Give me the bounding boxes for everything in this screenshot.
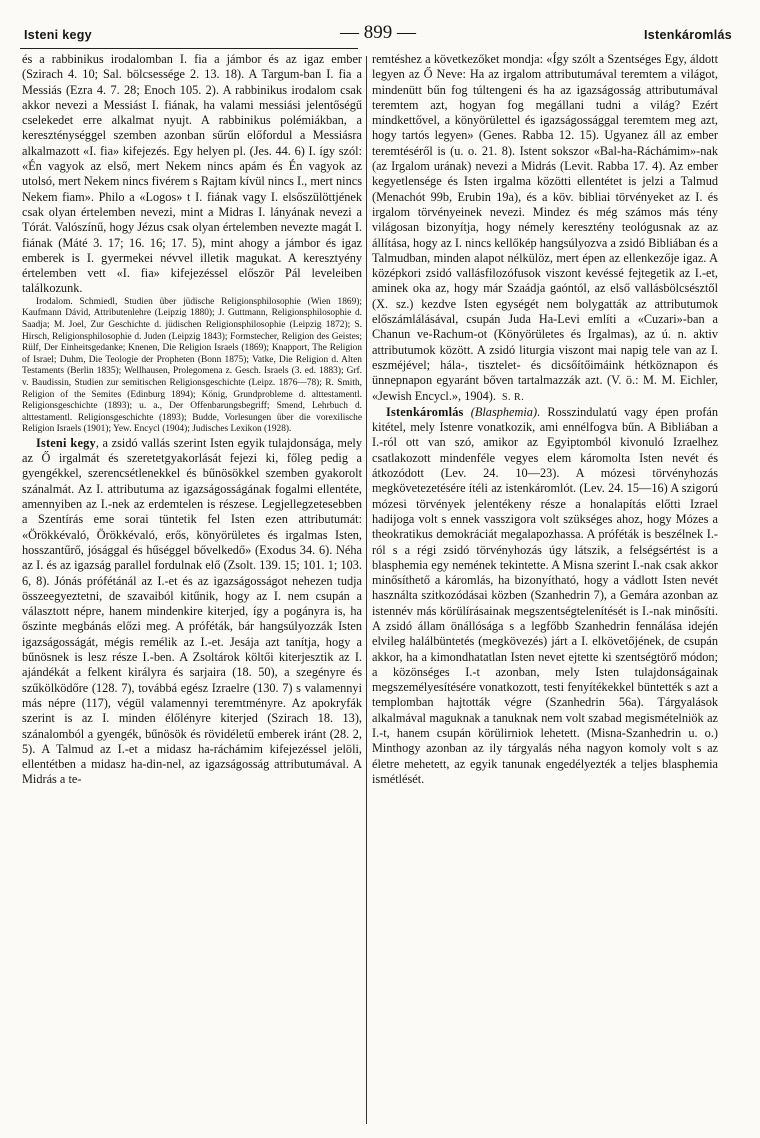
right-column [372, 52, 718, 1132]
continued-article-text: és a rabbinikus irodalomban I. fia a jámbor és az igaz ember (Szirach 4. 10; Sal. bölcsessége 2. 13. 18). A Targum-ban I. fia a Messiás (Ezra 4. 7. 28; Enoch 105. 2). A rabbinikus irodalom csak akkor nevezi a Messiást I. fiának, ha valami messiási jelentőségű cselekedet erre alkalmat nyujt. A rabbinikus polémiákban, a kereszténységgel szemben azonban sűrűn előfordul a Messiásra alkalmazott «I. fia» kifejezés. Egy helyen pl. (Jes. 44. 6) I. így szól: «Én vagyok az első, mert Nekem nincs apám és Én vagyok az utolsó, mert Nekem nincs fivérem s Rajtam kívül nincs I., mert nincs Nekem fiam». Philo a «Logos» t I. fiának vagy I. elsőszülöttjének csak olyan értelemben nevezi, mint a Midras I. lányának nevezi a Tórát. Valószínű, hogy Jézus csak olyan értelemben nevezte magát I. fiának (Máté 3. 17; 16. 16; 17. 5), mint ahogy a jámbor és igaz emberek is I. gyermekei névvel illetik magukat. A keresztyény értelemben vett «I. fia» kifejezéssel először Pál leveleiben találkozunk. [22, 52, 362, 296]
entry-title-isteni-kegy: Isteni kegy [36, 435, 96, 450]
entry-text-isteni-kegy: , a zsidó vallás szerint Isten egyik tulajdonsága, mely az Ő irgalmát és szeretetgyakorlását fejezi ki, főleg pedig a gyengékkel, szerencsétlenekkel és bűnösökkel szemben gyakorolt szánalmát. Az I. attributuma az igazságosságának fogalmi ellentéte, amennyiben az I.-nek az erdemtelen is részese. Legjellegzetesebben a Szentírás eme sorai tüntetik fel Isten ezen attributumát: «Örökkévaló, Örökkévaló, erős, könyörületes és irgalmas Isten, hosszantűrő, jósággal és hűséggel bővelkedő» (Exodus 34. 6). Néha az I. és az igazság parallel fordulnak elő (Zsolt. 139. 15; 101. 1; 103. 6, 8). Jónás prófétánál az I.-et és az igazságosságot nehezen tudja összeegyeztetni, de szavaiból kitűnik, hogy az I. nem csupán a választott népre, hanem mindenkire kiterjed, így a pogányra is, ha őszinte megbánás előzi meg. A próféták, bár hangsúlyozzák Isten igazságosságát, mégis remélik az I.-et. Jesája azt tanítja, hogy a bűnösnek is lesz része I.-ben. A Zsoltárok költői kiterjesztik az I. ajándékát a felkent királyra és sarjaira (18. 50), a szegényre és szűkölködőre (128. 7), továbbá egész Izraelre (130. 7) s valamennyi más népre (117), végül valamennyi teremtményre. Az apokryfák szerint is az I. minden élőlényre kiterjed (Szirach 18. 13), szánalomból a gyengék, bűnösök és rövidéletű emberek iránt (28. 2, 5). A Talmud az I.-et a midasz ha-ráchámim kifejezéssel jelöli, ellentétben a midasz ha-din-nel, az igazságosság attributumával. A Midrás a te- [22, 435, 362, 787]
page-header [20, 22, 736, 46]
entry-title-istenkaromlas: Istenkáromlás [386, 404, 464, 419]
author-signature: S. R. [501, 391, 525, 403]
literature-references: Irodalom. Schmiedl, Studien über jüdische Religionsphilosophie (Wien 1869); Kaufmann Dávid, Attributenlehre (Leipzig 1880); J. Guttmann, Religionsphilosophie d. Saadja; M. Joel, Zur Geschichte d. jüdischen Religionsphilosophie (Leipzig 1872); S. Hirsch, Religionsphilosophie d. Juden (Leipzig 1843); Formstecher, Religion des Geistes; Rülf, Der Einheitsgedanke; Knenen, Die Religion Israels (1869); Knapport, The Religion of Israel; Duhm, Die Teologie der Propheten (Bonn 1875); Vatke, Die Religion d. Alten Testaments (Berlin 1835); Wellhausen, Prolegomena z. Gesch. Israels (3. ed. 1883); Grf. v. Baudissin, Studien zur semitischen Religionsgeschichte (Leipz. 1876—78); R. Smith, Religion of the Semites (Edinburg 1894); König, Grundprobleme d. alttestamentl. Religionsgeschichte (1893); u. a., Der Offenbarungsbegriff; Smend, Lehrbuch d. alttestamentl. Religionsgeschichte (1893); Budde, Vorlesungen über die vorexilische Religion Israels (1901); Yew. Encycl (1904); Judisches Lexikon (1928). [22, 296, 362, 435]
left-column [22, 52, 362, 1132]
entry-subtitle-blasphemia: (Blasphemia) [470, 404, 538, 419]
header-rule [20, 48, 358, 49]
page-number: — 899 — [340, 22, 416, 43]
continued-entry-text: remtéshez a következőket mondja: «Így szólt a Szentséges Egy, áldott legyen az Ő Neve: Ha az irgalom attributumával teremtem a világot, mindenütt bűn fog túltengeni és ha az igazságosság attributumával teremtem azt, hogyan fog megállani tudni a világ? Ezért mindkettővel, a könyörülettel és igazságossággal teremtem meg azt, hogy tartós legyen» (Genes. Rabba 12. 15). Ugyanez áll az ember teremtéséről is (u. o. 21. 8). Istent sokszor «Bal-ha-Ráchámim»-nak (az Irgalom urának) nevezi a Midrás (Levit. Rabba 17. 4). Az ember kegyetlensége és Isten irgalma közötti ellentétet is jelzi a Talmud (Menachót 99b, Erubin 19a), és a köv. bibliai törvényeket az I. és irgalom törvényeinek nevezi. Mindez és még számos más tény világosan bizonyítja, hogy némely keresztény teológusnak az az állítása, hogy az I. nincs kellőkép hangsúlyozva a zsidó Bibliában és a Talmudban, minden alapot nélkülöz, mert épen az ellenkezője igaz. A középkori zsidó vallásfilozófusok viszont kevéssé fejtegetik az I.-et, aminek oka az, hogy már Szaádja gaóntól, az első vallásbölcsésztől (X. sz.) kezdve Isten egységét nem bolygatták az attributumok előszámlálásával, csupán Juda Ha-Levi említi a «Cuzari»-ban a Chanun ve-Rachum-ot (Könyörületes és Irgalmas), az ú. n. aktiv attributumok között. A zsidó liturgia viszont mai napig tele van az I. eszméjével; hála-, tisztelet- és dicsőítőimáink hétköznapon és ünnepnapon egyaránt bőven tartalmazzák azt. (V. ö.: M. M. Eichler, «Jewish Encycl.», 1904). S. R. [372, 52, 718, 403]
column-divider [366, 56, 367, 1124]
entry-text-istenkaromlas: . Rosszindulatú vagy épen profán kitétel, mely Istenre vonatkozik, ami ennélfogva bűn. A Bibliában a I.-ról ott van szó, amikor az Egyiptomból kivonuló Izraelhez csatlakozott mindenféle vegyes elem káromolta Isten nevét és átkozódott (Lev. 24. 10—23). A mózesi törvényhozás megkövetezetésére ítéli az istenkáromlót. (Lev. 24. 15—16) A szigorú mózesi törvények jelentékeny része a honalapítás előtti Izrael hadijoga volt s ennek vasszigora volt szükséges ahoz, hogy Mózes a theokratikus demokráciát megalapozhassa. A próféták is beszélnek I.-ról s a régi zsidó törvényhozás úgy látszik, a felségsértést is a blasphemia egy nemének tekintette. A Misna szerint I.-nak csak akkor minősíthető a káromlás, ha bizonyítható, hogy a vádlott Isten nevét használta szitkozódásai közben (Szanhedrin 7), a Gemára azonban az istennév más körülírásainak megszentségtelenítését is I.-nak minősíti. A zsidó állam önállósága s a legfőbb Szanhedrin fennálása idején elvileg halálbüntetés (megkövezés) járt a I. elkövetőjének, de csupán akkor, ha a kimondhatatlan Isten nevet ejtette ki szentségtörő módon; a közönséges I.-t azonban, mely Isten tulajdonságainak megszemélyesítésére vonatkozott, testi fenyítékekkel büntették s azt a templomban hajtották végre (Szanhedrin 56a). Tárgyalások alkalmával maguknak a tanuknak nem volt szabad megismételniök az I.-t, hanem csupán körülirniok lehetett. (Misna-Szanhedrin u. o.) Minthogy azonban az ily tárgyalás néha nagyon komoly volt s az életre mehetett, az egyik tanunak engedélyezték a teljes blasphemia ismétlését. [372, 404, 718, 786]
header-left-keyword: Isteni kegy [24, 28, 92, 42]
header-right-keyword: Istenkáromlás [644, 28, 732, 42]
